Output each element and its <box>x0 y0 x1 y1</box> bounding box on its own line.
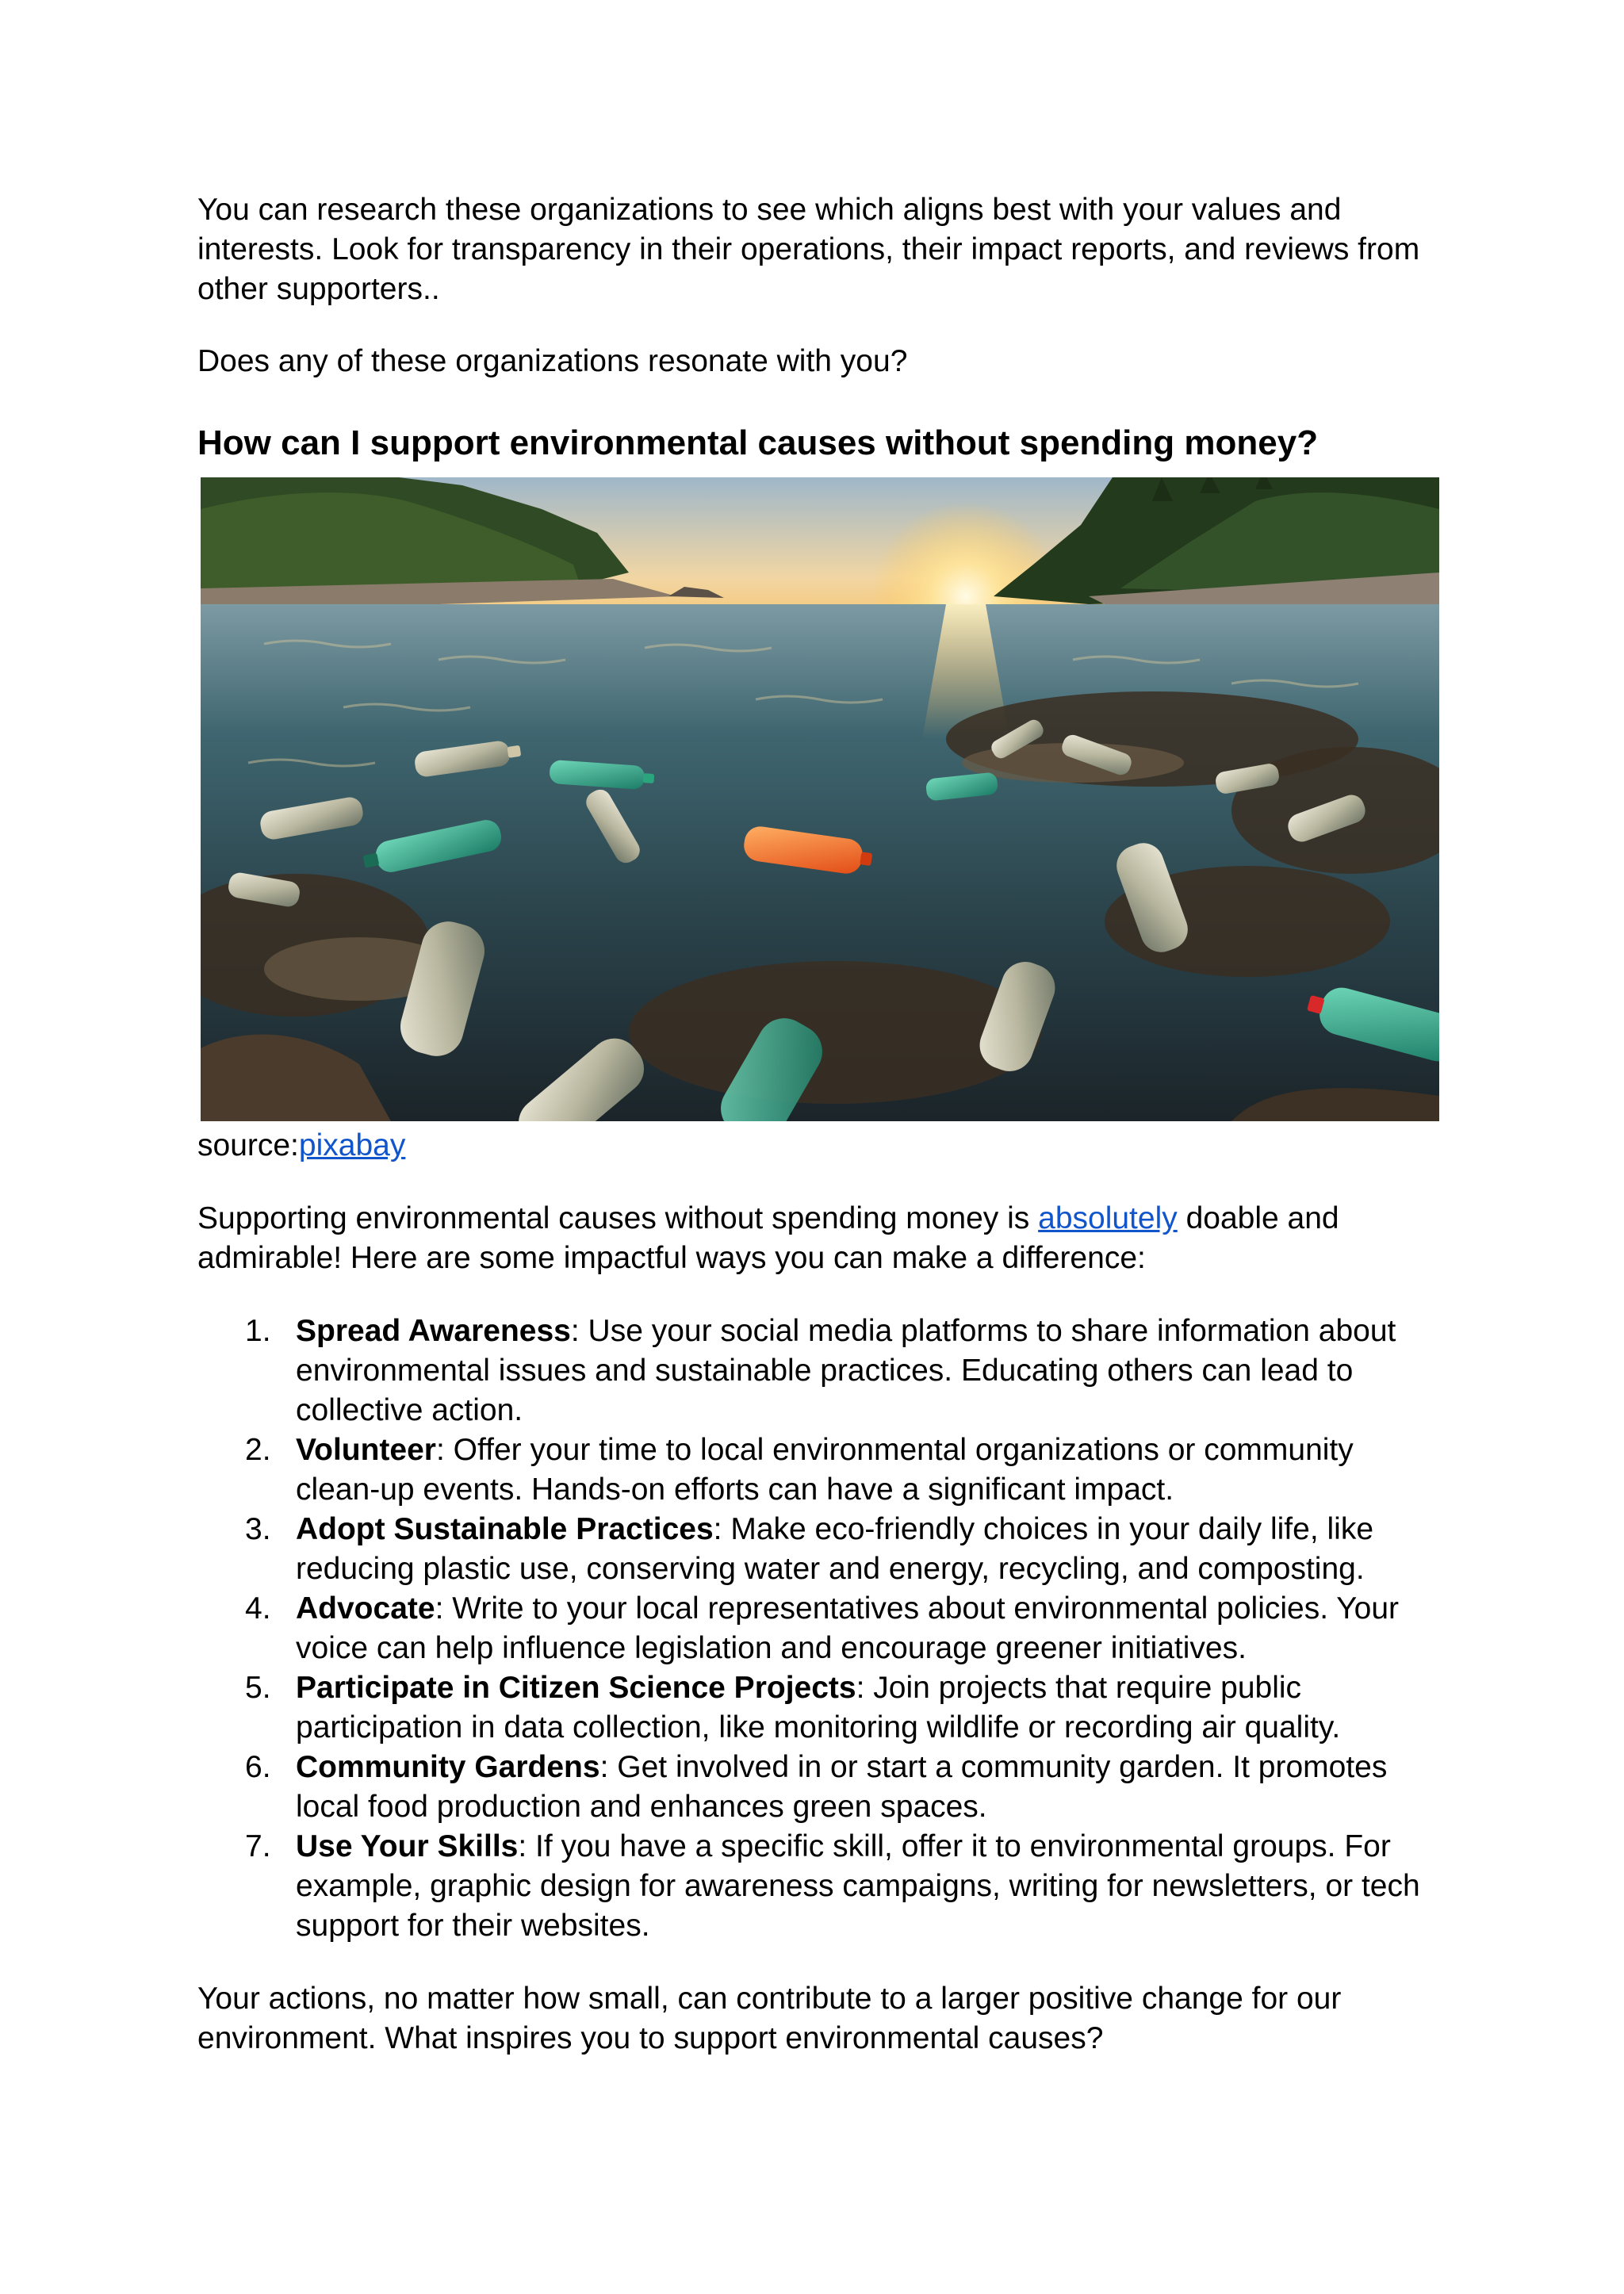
tip-text: : Get involved in or start a community garden. It promotes local food production and enhances green spaces. <box>296 1750 1388 1824</box>
section-heading: How can I support environmental causes without spending money? <box>197 423 1319 462</box>
document-page <box>197 190 1442 2058</box>
support-text-before-link: Supporting environmental causes without spending money is <box>197 1201 1039 1235</box>
source-prefix: source: <box>197 1128 299 1162</box>
tip-text: : If you have a specific skill, offer it to environmental groups. For example, graphic design for awareness campaigns, writing for newsletters, or tech support for their websites. <box>296 1829 1420 1943</box>
tip-title: Advocate <box>296 1591 435 1626</box>
list-item <box>197 1312 1442 1430</box>
list-item <box>197 1668 1442 1748</box>
hero-image <box>201 477 1439 1121</box>
support-text-after-link: doable and admirable! Here are some impactful ways you can make a difference: <box>197 1201 1339 1275</box>
intro-paragraph: You can research these organizations to see which aligns best with your values and interests. Look for transparency in their operations, their impact reports, and reviews from other supporters.. <box>197 193 1420 306</box>
list-number: 1. <box>245 1314 271 1348</box>
image-source <box>197 1126 1442 1166</box>
list-number: 2. <box>245 1433 271 1467</box>
tip-title: Volunteer <box>296 1433 436 1467</box>
list-item <box>197 1589 1442 1668</box>
tip-text: : Join projects that require public participation in data collection, like monitoring wildlife or recording air quality. <box>296 1671 1341 1744</box>
list-number: 5. <box>245 1671 271 1705</box>
list-item <box>197 1827 1442 1946</box>
closing-paragraph: Your actions, no matter how small, can contribute to a larger positive change for our environment. What inspires you to support environmental causes? <box>197 1982 1342 2055</box>
tip-title: Spread Awareness <box>296 1314 571 1348</box>
list-number: 3. <box>245 1512 271 1546</box>
tip-text: : Use your social media platforms to share information about environmental issues and sustainable practices. Educating others can lead to collective action. <box>296 1314 1396 1427</box>
tip-text: : Offer your time to local environmental organizations or community clean-up events. Hands-on efforts can have a significant impact. <box>296 1433 1354 1507</box>
tip-title: Participate in Citizen Science Projects <box>296 1671 856 1705</box>
tip-title: Use Your Skills <box>296 1829 519 1863</box>
tip-title: Adopt Sustainable Practices <box>296 1512 714 1546</box>
support-paragraph <box>197 1199 1442 1278</box>
list-number: 4. <box>245 1591 271 1626</box>
tip-text: : Make eco-friendly choices in your daily life, like reducing plastic use, conserving water and energy, recycling, and composting. <box>296 1512 1374 1586</box>
list-number: 7. <box>245 1829 271 1863</box>
list-number: 6. <box>245 1750 271 1784</box>
pixabay-link[interactable]: pixabay <box>298 1128 406 1162</box>
question-paragraph: Does any of these organizations resonate with you? <box>197 344 908 378</box>
absolutely-link[interactable]: absolutely <box>1038 1201 1178 1235</box>
list-item <box>197 1430 1442 1510</box>
tip-text: : Write to your local representatives about environmental policies. Your voice can help influence legislation and encourage greener initiatives. <box>296 1591 1399 1665</box>
tips-list <box>197 1312 1442 1946</box>
tip-title: Community Gardens <box>296 1750 600 1784</box>
list-item <box>197 1510 1442 1589</box>
list-item <box>197 1748 1442 1827</box>
